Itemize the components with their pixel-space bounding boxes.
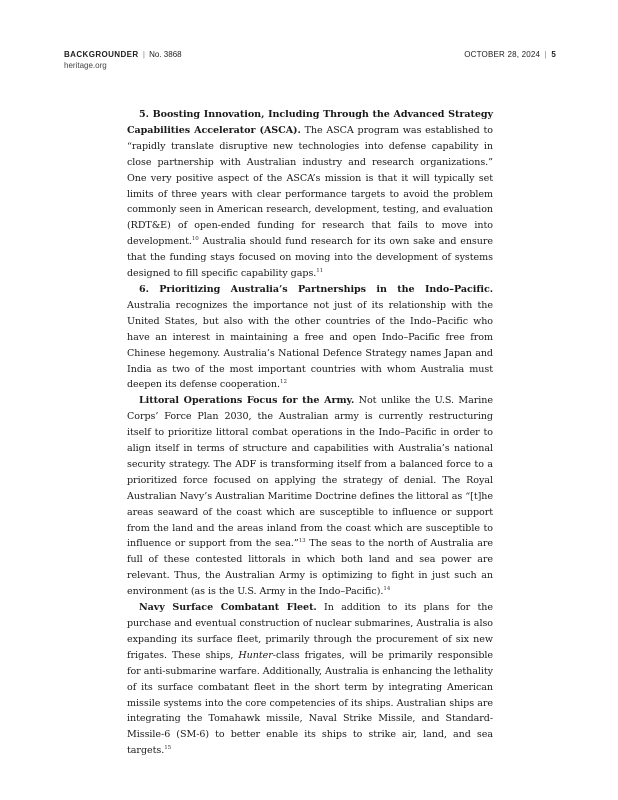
paragraph-navy — [127, 600, 493, 759]
report-number: No. 3868 — [149, 50, 182, 59]
page-number: 5 — [551, 50, 556, 59]
paragraph-asca — [127, 107, 493, 282]
paragraph-heading: 5. Boosting Innovation, Including Through the Advanced Strategy Capabilities Accelerator (ASCA). — [127, 109, 493, 136]
paragraph-heading: Navy Surface Combatant Fleet. — [139, 602, 317, 614]
header-separator-right: | — [544, 50, 547, 59]
paragraph-text: Australia should fund research for its own sake and ensure that the funding stays focused on moving into the development of systems designed to fill specific capability gaps. — [127, 236, 493, 280]
paragraph-text: The seas to the north of Australia are full of these contested littorals in which both land and sea power are relevant. Thus, the Australian Army is optimizing to fight in just such an environment (as is the U.S. Army in the Indo–Pacific). — [127, 538, 493, 598]
paragraph-text: -class frigates, will be primarily responsible for anti-submarine warfare. Additionally, Australia is enhancing the lethality of its surface combatant fleet in the short term by integrating American missile systems into the core competencies of its ships. Australian ships are integrating the Tomahawk missile, Naval Strike Missile, and Standard-Missile-6 (SM-6) to better enable its ships to strike air, land, and sea targets. — [127, 649, 493, 757]
paragraph-text: In addition to its plans for the purchase and eventual construction of nuclear submarines, Australia is also expanding its surface fleet, primarily through the procurement of six new frigates. These ships, — [127, 602, 493, 661]
article-body — [127, 107, 493, 759]
ship-class-name: Hunter — [238, 649, 273, 661]
paragraph-text: Not unlike the U.S. Marine Corps’ Force Plan 2030, the Australian army is currently restructuring itself to prioritize littoral combat operations in the Indo–Pacific in order to align itself in terms of structure and capabilities with Australia’s national security strategy. The ADF is transforming itself from a balanced force to a prioritized force focused on applying the strategy of denial. The Royal Australian Navy’s Australian Maritime Doctrine defines the littoral as “[t]he areas seaward of the coast which are susceptible to influence or support from the land and the areas inland from the coast which are susceptible to influence or support from the sea.” — [127, 395, 493, 550]
footnote-marker: 10 — [191, 236, 199, 243]
series-name: BACKGROUNDER — [64, 50, 139, 59]
footnote-marker: 12 — [280, 379, 287, 386]
header-left — [64, 49, 182, 71]
paragraph-text: Australia recognizes the importance not just of its relationship with the United States, but also with the other countries of the Indo–Pacific who have an interest in maintaining a free and open Indo–Pacific free from Chinese hegemony. Australia’s National Defence Strategy names Japan and India as two of the most important countries with whom Australia must deepen its defense cooperation. — [127, 299, 493, 391]
paragraph-littoral — [127, 393, 493, 600]
footnote-marker: 15 — [164, 745, 172, 752]
footnote-marker: 14 — [383, 586, 391, 593]
header-right — [464, 49, 556, 60]
paragraph-heading: 6. Prioritizing Australia’s Partnerships in the Indo–Pacific. — [139, 283, 493, 295]
paragraph-text: The ASCA program was established to “rapidly translate disruptive new technologies into defense capability in close partnership with Australian industry and research organizations.” One very positive aspect of the ASCA’s mission is that it will typically set limits of three years with clear performance targets to avoid the problem commonly seen in American research, development, testing, and evaluation (RDT&E) of open-ended funding for research that fails to move into development. — [127, 124, 493, 248]
header-separator: | — [142, 50, 145, 59]
footnote-marker: 13 — [298, 538, 306, 545]
publication-date: OCTOBER 28, 2024 — [464, 50, 541, 59]
site-url: heritage.org — [64, 61, 107, 70]
paragraph-partnerships — [127, 282, 493, 393]
paragraph-heading: Littoral Operations Focus for the Army. — [139, 395, 355, 407]
footnote-marker: 11 — [316, 268, 324, 275]
